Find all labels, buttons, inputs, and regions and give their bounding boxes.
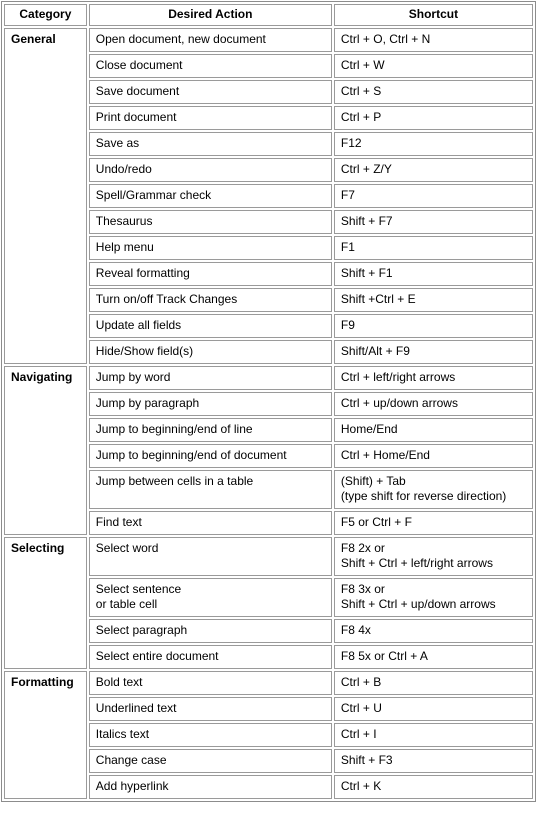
action-cell: Select sentence or table cell (89, 578, 332, 617)
shortcut-cell: F7 (334, 184, 533, 208)
shortcut-cell: F8 4x (334, 619, 533, 643)
action-cell: Underlined text (89, 697, 332, 721)
header-row (4, 4, 533, 26)
shortcut-cell: F8 5x or Ctrl + A (334, 645, 533, 669)
action-cell: Update all fields (89, 314, 332, 338)
shortcut-cell: Ctrl + I (334, 723, 533, 747)
shortcut-cell: Ctrl + Z/Y (334, 158, 533, 182)
action-cell: Undo/redo (89, 158, 332, 182)
action-cell: Spell/Grammar check (89, 184, 332, 208)
shortcuts-table (1, 1, 536, 802)
table-row (4, 537, 533, 576)
shortcut-cell: F9 (334, 314, 533, 338)
shortcut-cell: Shift + F7 (334, 210, 533, 234)
action-cell: Jump by paragraph (89, 392, 332, 416)
table-body (4, 28, 533, 799)
header-shortcut: Shortcut (334, 4, 533, 26)
shortcut-cell: Ctrl + Home/End (334, 444, 533, 468)
table-row (4, 366, 533, 390)
shortcut-cell: Ctrl + left/right arrows (334, 366, 533, 390)
shortcut-cell: Home/End (334, 418, 533, 442)
action-cell: Select paragraph (89, 619, 332, 643)
action-cell: Close document (89, 54, 332, 78)
table-row (4, 671, 533, 695)
action-cell: Open document, new document (89, 28, 332, 52)
shortcut-cell: Ctrl + P (334, 106, 533, 130)
action-cell: Thesaurus (89, 210, 332, 234)
action-cell: Find text (89, 511, 332, 535)
header-desired-action: Desired Action (89, 4, 332, 26)
shortcut-cell: Ctrl + W (334, 54, 533, 78)
action-cell: Turn on/off Track Changes (89, 288, 332, 312)
shortcut-cell: Shift + F1 (334, 262, 533, 286)
shortcut-cell: Shift/Alt + F9 (334, 340, 533, 364)
action-cell: Bold text (89, 671, 332, 695)
action-cell: Italics text (89, 723, 332, 747)
category-cell: General (4, 28, 87, 364)
shortcut-cell: Ctrl + U (334, 697, 533, 721)
category-cell: Navigating (4, 366, 87, 535)
shortcut-cell: Ctrl + up/down arrows (334, 392, 533, 416)
shortcut-cell: F8 2x or Shift + Ctrl + left/right arrows (334, 537, 533, 576)
action-cell: Reveal formatting (89, 262, 332, 286)
table-row (4, 28, 533, 52)
shortcut-cell: Ctrl + B (334, 671, 533, 695)
shortcut-cell: F8 3x or Shift + Ctrl + up/down arrows (334, 578, 533, 617)
action-cell: Hide/Show field(s) (89, 340, 332, 364)
shortcut-cell: Ctrl + K (334, 775, 533, 799)
table-header (4, 4, 533, 26)
action-cell: Print document (89, 106, 332, 130)
action-cell: Jump by word (89, 366, 332, 390)
action-cell: Jump between cells in a table (89, 470, 332, 509)
shortcut-cell: Ctrl + O, Ctrl + N (334, 28, 533, 52)
action-cell: Add hyperlink (89, 775, 332, 799)
header-category: Category (4, 4, 87, 26)
shortcut-cell: Shift + F3 (334, 749, 533, 773)
action-cell: Jump to beginning/end of document (89, 444, 332, 468)
shortcut-cell: Shift +Ctrl + E (334, 288, 533, 312)
shortcut-cell: (Shift) + Tab (type shift for reverse direction) (334, 470, 533, 509)
shortcut-cell: F5 or Ctrl + F (334, 511, 533, 535)
category-cell: Selecting (4, 537, 87, 669)
category-cell: Formatting (4, 671, 87, 799)
shortcut-cell: F12 (334, 132, 533, 156)
action-cell: Help menu (89, 236, 332, 260)
shortcut-cell: F1 (334, 236, 533, 260)
shortcut-cell: Ctrl + S (334, 80, 533, 104)
action-cell: Select word (89, 537, 332, 576)
action-cell: Jump to beginning/end of line (89, 418, 332, 442)
action-cell: Select entire document (89, 645, 332, 669)
action-cell: Change case (89, 749, 332, 773)
action-cell: Save as (89, 132, 332, 156)
action-cell: Save document (89, 80, 332, 104)
